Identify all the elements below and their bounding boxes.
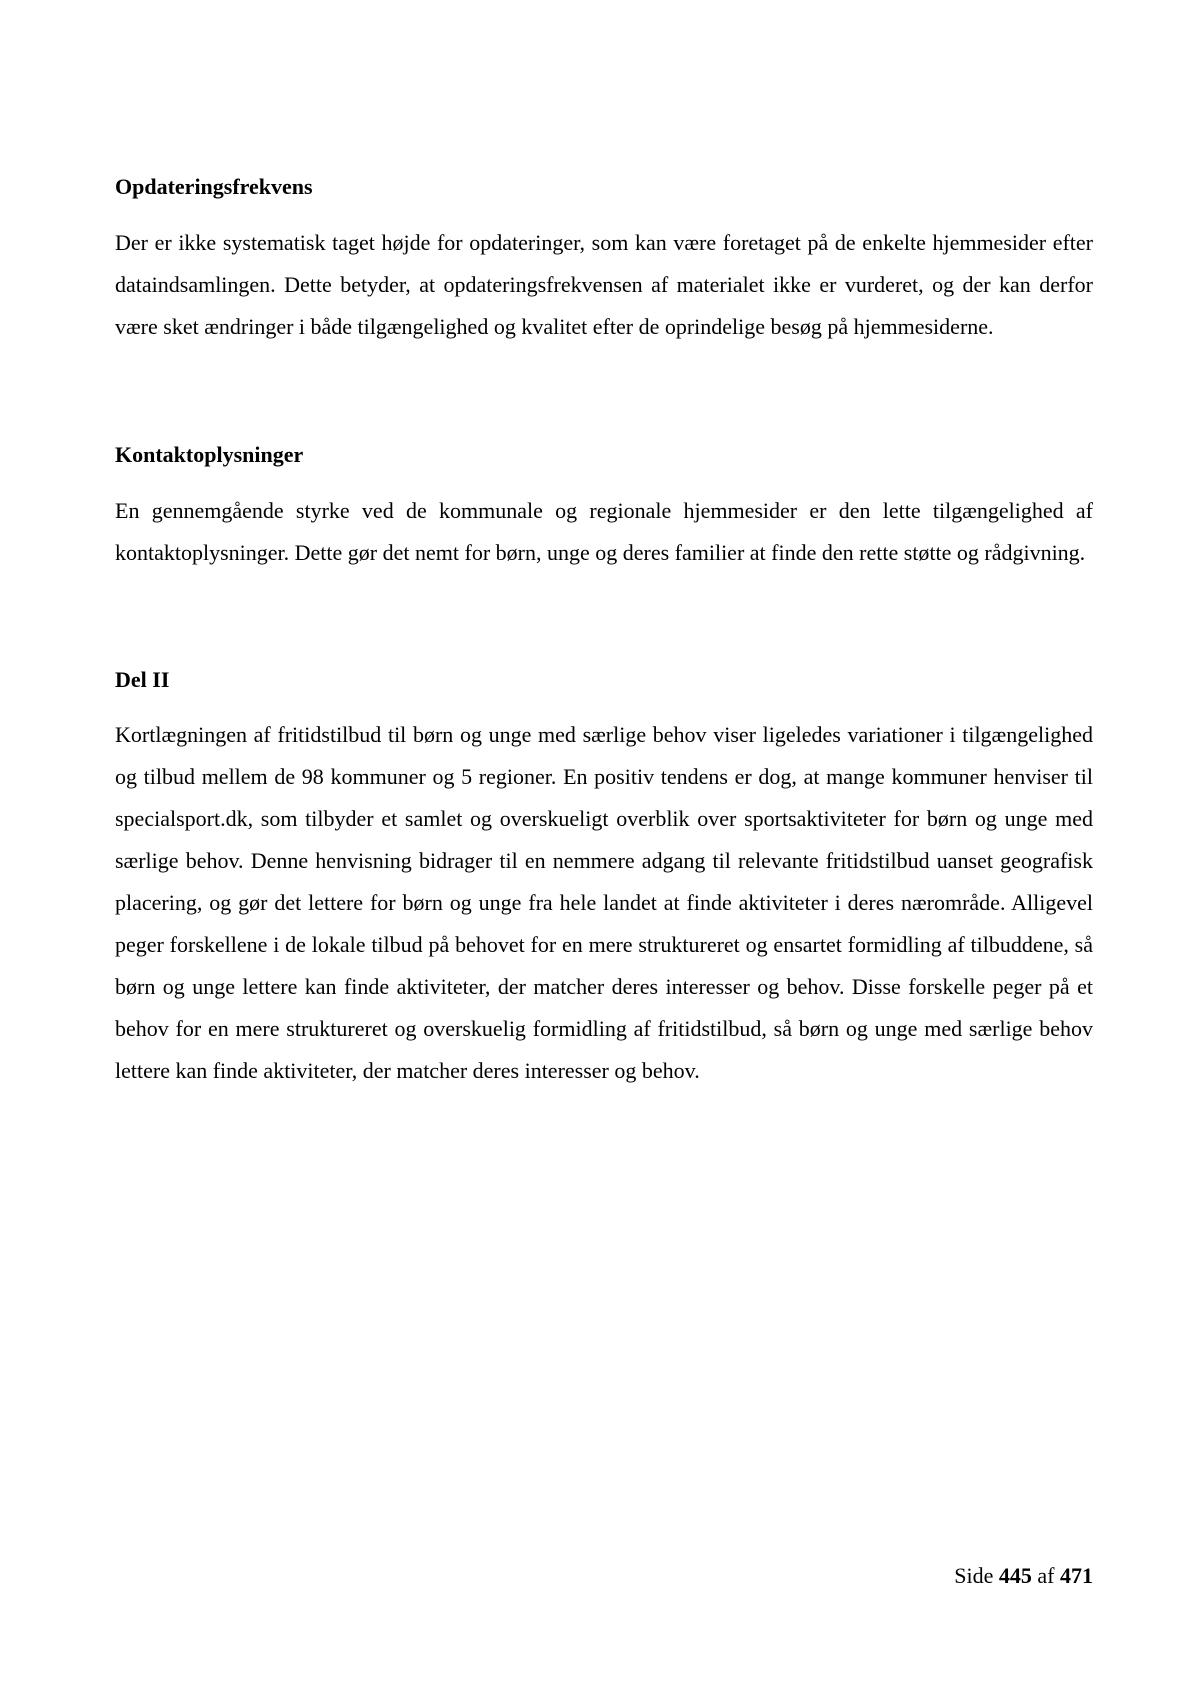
current-page-number: 445 [998,1563,1032,1588]
section-heading-kontaktoplysninger: Kontaktoplysninger [115,442,304,467]
section-body-del-ii: Kortlægningen af fritidstilbud til børn og unge med særlige behov viser ligeledes variationer i tilgængelighed og tilbud mellem de 98 kommuner og 5 regioner. En positiv tendens er dog, at mange kommuner henviser til specialsport.dk, som tilbyder et samlet og overskueligt overblik over sportsaktiviteter for børn og unge med særlige behov. Denne henvisning bidrager til en nemmere adgang til relevante fritidstilbud uanset geografisk placering, og gør det lettere for børn og unge fra hele landet at finde aktiviteter i deres nærområde. Alligevel peger forskellene i de lokale tilbud på behovet for en mere struktureret og ensartet formidling af tilbuddene, så børn og unge lettere kan finde aktiviteter, der matcher deres interesser og behov. Disse forskelle peger på et behov for en mere struktureret og overskuelig formidling af fritidstilbud, så børn og unge med særlige behov lettere kan finde aktiviteter, der matcher deres interesser og behov. [115,722,1093,1083]
section-body-opdateringsfrekvens: Der er ikke systematisk taget højde for opdateringer, som kan være foretaget på de enkelte hjemmesider efter dataindsamlingen. Dette betyder, at opdateringsfrekvensen af materialet ikke er vurderet, og der kan derfor være sket ændringer i både tilgængelighed og kvalitet efter de oprindelige besøg på hjemmesiderne. [115,230,1093,339]
section-heading-opdateringsfrekvens: Opdateringsfrekvens [115,174,313,199]
section-heading-del-ii: Del II [115,667,170,692]
page-separator: af [1037,1563,1055,1588]
page-label: Side [954,1563,994,1588]
page-number-footer [954,1562,1093,1590]
document-page [115,0,1093,1698]
total-page-count: 471 [1060,1563,1093,1588]
section-body-kontaktoplysninger: En gennemgående styrke ved de kommunale og regionale hjemmesider er den lette tilgængelighed af kontaktoplysninger. Dette gør det nemt for børn, unge og deres familier at finde den rette støtte og rådgivning. [115,498,1093,565]
